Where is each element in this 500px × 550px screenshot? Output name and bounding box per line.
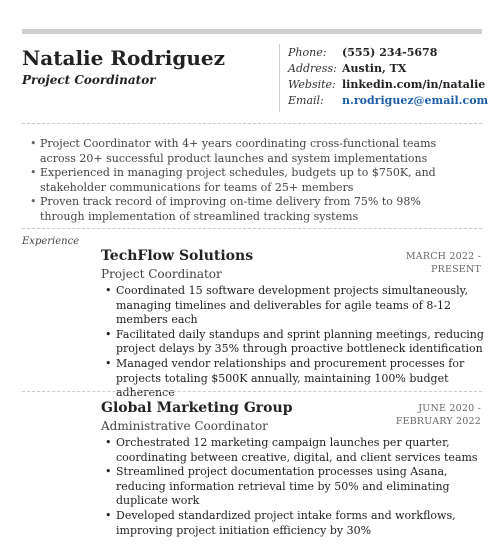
job-dates: JUNE 2020 - FEBRUARY 2022 [395, 403, 481, 427]
candidate-role: Project Coordinator [22, 73, 156, 87]
summary-section [28, 137, 468, 225]
divider [22, 391, 482, 392]
contact-label: Email: [288, 94, 324, 107]
email-link[interactable]: n.rodriguez@email.com [342, 94, 489, 107]
job-bullet: • Developed standardized project intake forms and workflows, improving project initiation efficiency by 30% [116, 509, 491, 538]
summary-item: • Experienced in managing project schedules, budgets up to $750K, and stakeholder communications for teams of 25+ members [40, 166, 468, 195]
summary-item: • Proven track record of improving on-time delivery from 75% to 98% through implementation of streamlined tracking systems [40, 195, 468, 224]
divider [22, 228, 482, 229]
section-label-experience: Experience [22, 236, 80, 247]
company-name: Global Marketing Group [101, 400, 293, 416]
job-title: Administrative Coordinator [101, 419, 268, 433]
contact-label: Phone: [288, 46, 327, 59]
contact-label: Address: [288, 62, 337, 75]
job-bullet: • Coordinated 15 software development projects simultaneously, managing timelines and deliverables for agile teams of 8-12 members each [116, 284, 491, 328]
job-dates: MARCH 2022 - PRESENT [405, 251, 481, 275]
contact-block [279, 44, 489, 112]
job-bullet: • Orchestrated 12 marketing campaign launches per quarter, coordinating between creative, digital, and client services teams [116, 436, 491, 465]
address-value: Austin, TX [342, 62, 407, 75]
job-bullets [101, 436, 491, 538]
job-bullet: • Managed vendor relationships and procurement processes for projects totaling $500K annually, maintaining 100% budget adherence [116, 357, 491, 401]
job-bullet: • Streamlined project documentation processes using Asana, reducing information retrieval time by 50% and eliminating duplicate work [116, 465, 491, 509]
company-name: TechFlow Solutions [101, 248, 254, 264]
summary-item: • Project Coordinator with 4+ years coordinating cross-functional teams across 20+ successful product launches and system implementations [40, 137, 468, 166]
phone-value: (555) 234-5678 [342, 46, 438, 59]
header-top-rule [22, 29, 482, 34]
candidate-name: Natalie Rodriguez [22, 46, 226, 70]
contact-label: Website: [288, 78, 336, 91]
divider [22, 123, 482, 124]
job-title: Project Coordinator [101, 267, 222, 281]
job-bullets [101, 284, 491, 401]
website-value: linkedin.com/in/natalie [342, 78, 486, 91]
job-bullet: • Facilitated daily standups and sprint planning meetings, reducing project delays by 35% through proactive bottleneck identification [116, 328, 491, 357]
